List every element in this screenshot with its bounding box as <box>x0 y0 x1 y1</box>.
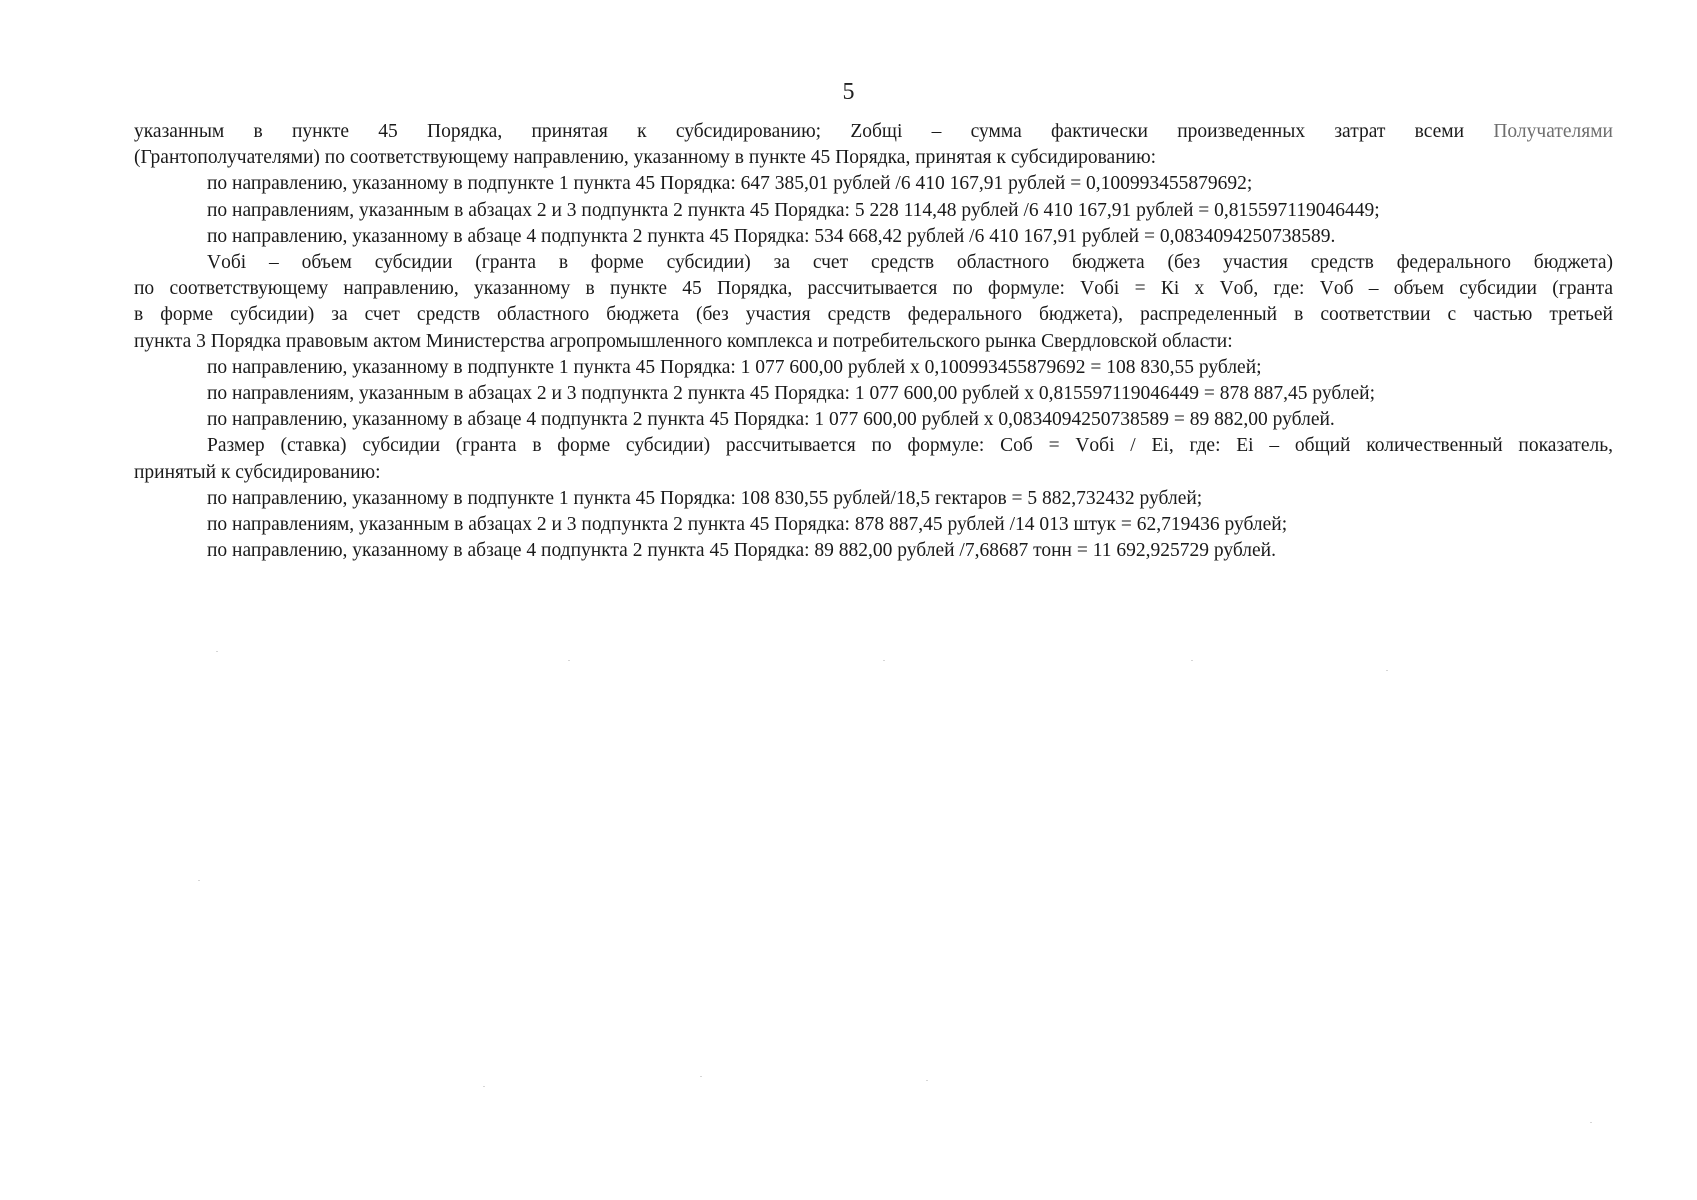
paragraph-line: по соответствующему направлению, указанному в пункте 45 Порядка, рассчитывается по формуле: Vобі = Кі х Vоб, где: Vоб – объем субсидии (гранта <box>134 278 1613 300</box>
scan-speck <box>1590 1122 1592 1123</box>
scan-speck <box>1191 660 1193 661</box>
scan-speck <box>926 1080 928 1081</box>
formula-line: по направлению, указанному в подпункте 1 пункта 45 Порядка: 647 385,01 рублей /6 410 167,91 рублей = 0,100993455879692; <box>207 173 1253 195</box>
formula-line: по направлениям, указанным в абзацах 2 и 3 подпункта 2 пункта 45 Порядка: 1 077 600,00 рублей х 0,815597119046449 = 878 887,45 рублей; <box>207 383 1376 405</box>
formula-line: по направлению, указанному в подпункте 1 пункта 45 Порядка: 108 830,55 рублей/18,5 гектаров = 5 882,732432 рублей; <box>207 487 1203 509</box>
scan-speck <box>568 660 570 661</box>
paragraph-line: принятый к субсидированию: <box>134 461 381 483</box>
formula-line: по направлению, указанному в абзаце 4 подпункта 2 пункта 45 Порядка: 1 077 600,00 рублей х 0,0834094250738589 = 89 882,00 рублей. <box>207 409 1335 431</box>
paragraph-line: в форме субсидии) за счет средств областного бюджета (без участия средств федерального бюджета), распределенный в соответствии с частью третьей <box>134 304 1613 326</box>
document-body <box>134 119 1613 564</box>
scan-speck <box>483 1086 485 1087</box>
formula-line: по направлению, указанному в подпункте 1 пункта 45 Порядка: 1 077 600,00 рублей х 0,100993455879692 = 108 830,55 рублей; <box>207 356 1262 378</box>
scan-speck <box>216 651 218 652</box>
page-number: 5 <box>842 79 855 105</box>
formula-line: по направлениям, указанным в абзацах 2 и 3 подпункта 2 пункта 45 Порядка: 5 228 114,48 рублей /6 410 167,91 рублей = 0,815597119046449; <box>207 199 1380 221</box>
scan-speck <box>700 1076 702 1077</box>
scan-speck <box>883 660 885 661</box>
paragraph-line: (Грантополучателями) по соответствующему направлению, указанному в пункте 45 Порядка, принятая к субсидированию: <box>134 147 1157 169</box>
formula-line: по направлениям, указанным в абзацах 2 и 3 подпункта 2 пункта 45 Порядка: 878 887,45 рублей /14 013 штук = 62,719436 рублей; <box>207 514 1288 536</box>
paragraph-line: Vобі – объем субсидии (гранта в форме субсидии) за счет средств областного бюджета (без участия средств федерального бюджета) <box>207 252 1613 274</box>
paragraph-line-tail: Получателями <box>1493 121 1613 142</box>
paragraph-line-text: указанным в пункте 45 Порядка, принятая к субсидированию; Zобщі – сумма фактически произведенных затрат всеми <box>134 121 1494 142</box>
scan-speck <box>1386 670 1388 671</box>
paragraph-line <box>134 119 1613 145</box>
paragraph-line: Размер (ставка) субсидии (гранта в форме субсидии) рассчитывается по формуле: Соб = Vобі / Еі, где: Еі – общий количественный показатель, <box>207 435 1613 457</box>
formula-line: по направлению, указанному в абзаце 4 подпункта 2 пункта 45 Порядка: 89 882,00 рублей /7,68687 тонн = 11 692,925729 рублей. <box>207 540 1276 562</box>
formula-line: по направлению, указанному в абзаце 4 подпункта 2 пункта 45 Порядка: 534 668,42 рублей /6 410 167,91 рублей = 0,0834094250738589. <box>207 225 1336 247</box>
scan-speck <box>198 880 200 881</box>
paragraph-line: пункта 3 Порядка правовым актом Министерства агропромышленного комплекса и потребительского рынка Свердловской области: <box>134 330 1233 352</box>
